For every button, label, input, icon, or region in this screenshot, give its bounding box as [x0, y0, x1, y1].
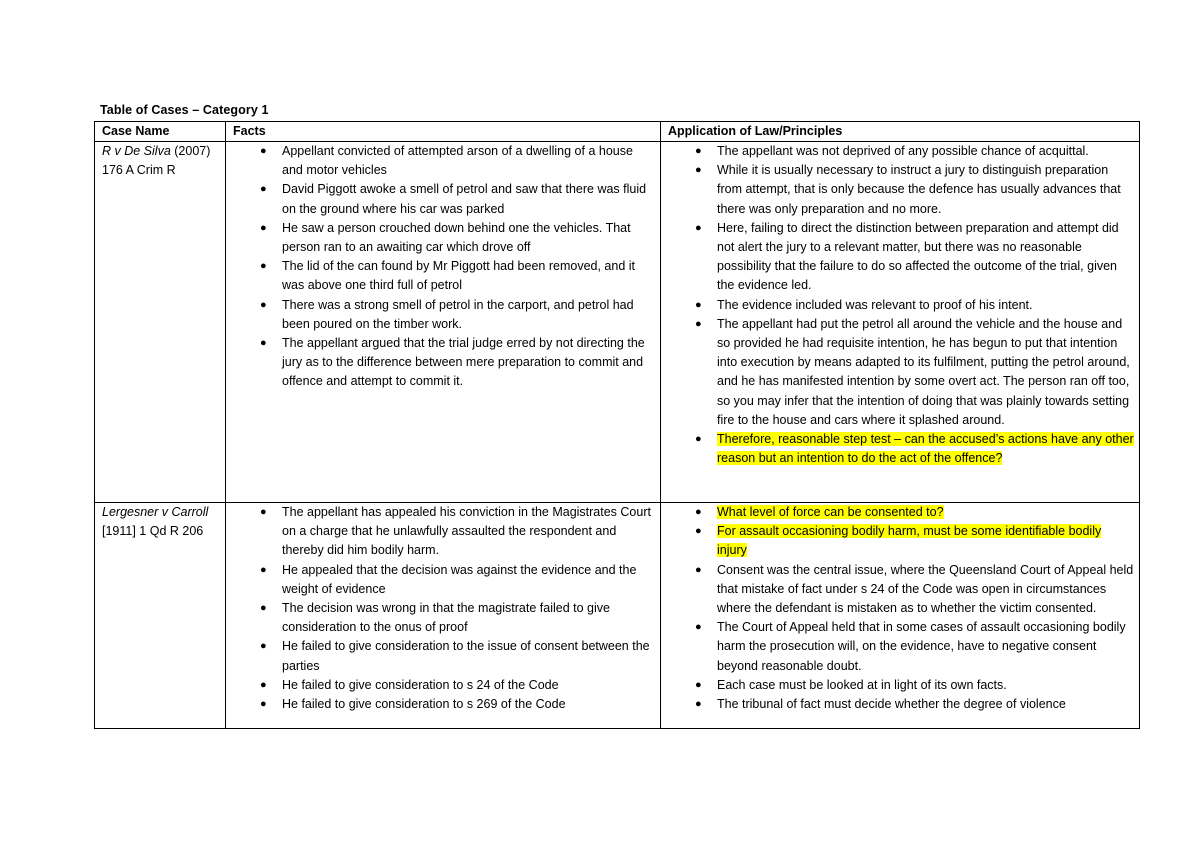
list-item-text: The evidence included was relevant to proof of his intent. — [717, 297, 1033, 312]
list-item-text: The appellant argued that the trial judge erred by not directing the jury as to the difference between mere preparation to commit and offence and attempt to commit it. — [282, 336, 645, 389]
application-list — [668, 142, 1134, 468]
table-header-row — [95, 122, 1140, 142]
bullet-icon: ● — [695, 698, 702, 711]
bullet-icon: ● — [260, 563, 267, 576]
list-item — [233, 334, 655, 392]
list-item — [668, 695, 1134, 714]
list-item-text: The appellant had put the petrol all around the vehicle and the house and so provided he had requisite intention, he has begun to put that intention into execution by means adapted to its fulfilment, putting the petrol around, and he has manifested intention by some overt act. The person ran off too, so you may infer that the intention of doing that was plainly towards setting fire to the house and cars where it splashed around. — [717, 316, 1130, 427]
bullet-icon: ● — [695, 164, 702, 177]
header-application: Application of Law/Principles — [661, 122, 1140, 142]
case-name: Lergesner v Carroll — [102, 505, 209, 519]
list-item-text: He appealed that the decision was against the evidence and the weight of evidence — [282, 562, 637, 596]
list-item-text: What level of force can be consented to? — [717, 505, 944, 519]
facts-list — [233, 503, 655, 714]
bullet-icon: ● — [695, 433, 702, 446]
list-item — [668, 618, 1134, 676]
bullet-icon: ● — [695, 525, 702, 538]
list-item-text: He failed to give consideration to s 269 of the Code — [282, 697, 566, 712]
bullet-icon: ● — [695, 298, 702, 311]
list-item-text: The decision was wrong in that the magistrate failed to give consideration to the onus of proof — [282, 601, 610, 635]
case-citation: [1911] 1 Qd R 206 — [102, 524, 204, 539]
bullet-icon: ● — [695, 145, 702, 157]
list-item — [668, 161, 1134, 219]
list-item — [233, 503, 655, 561]
table-row — [95, 142, 1140, 503]
list-item-text: Consent was the central issue, where the Queensland Court of Appeal held that mistake of fact under s 24 of the Code was open in circumstances where the defendant is mistaken as to whether the victim consented. — [717, 562, 1134, 616]
bullet-icon: ● — [260, 506, 267, 518]
facts-cell — [226, 503, 661, 729]
bullet-icon: ● — [260, 183, 267, 196]
list-item-text: While it is usually necessary to instruct a jury to distinguish preparation from attempt, that is only because the defence has usually advances that there was only preparation and no more. — [717, 163, 1121, 216]
list-item — [668, 219, 1134, 296]
table-row — [95, 503, 1140, 729]
list-item — [233, 142, 655, 180]
list-item — [668, 430, 1134, 468]
bullet-icon: ● — [695, 317, 702, 330]
bullet-icon: ● — [260, 698, 267, 711]
list-item — [668, 676, 1134, 695]
document-title: Table of Cases – Category 1 — [100, 103, 269, 117]
case-name-cell — [95, 503, 226, 729]
bullet-icon: ● — [260, 602, 267, 615]
list-item — [233, 296, 655, 334]
list-item — [233, 180, 655, 218]
bullet-icon: ● — [695, 678, 702, 691]
list-item — [233, 219, 655, 257]
bullet-icon: ● — [695, 621, 702, 634]
bullet-icon: ● — [695, 563, 702, 576]
application-cell — [661, 503, 1140, 729]
list-item — [233, 676, 655, 695]
list-item-text: The appellant has appealed his conviction in the Magistrates Court on a charge that he unlawfully assaulted the respondent and thereby did him bodily harm. — [282, 505, 651, 558]
bullet-icon: ● — [260, 337, 267, 350]
application-cell — [661, 142, 1140, 503]
list-item-text: He failed to give consideration to s 24 of the Code — [282, 677, 559, 692]
list-item — [668, 315, 1134, 430]
list-item-text: The appellant was not deprived of any possible chance of acquittal. — [717, 144, 1089, 158]
list-item-text: He saw a person crouched down behind one the vehicles. That person ran to an awaiting car which drove off — [282, 220, 631, 255]
list-item — [233, 637, 655, 675]
list-item-text: David Piggott awoke a smell of petrol and saw that there was fluid on the ground where his car was parked — [282, 182, 647, 216]
list-item-text: Here, failing to direct the distinction between preparation and attempt did not alert the jury to a relevant matter, but there was no reasonable possibility that the failure to do so affected the outcome of the trial, given the evidence led. — [717, 220, 1119, 293]
list-item — [668, 296, 1134, 315]
application-list — [668, 503, 1134, 714]
list-item-text: The tribunal of fact must decide whether the degree of violence — [717, 697, 1066, 712]
facts-list — [233, 142, 655, 392]
bullet-icon: ● — [260, 640, 267, 653]
case-name-cell — [95, 142, 226, 503]
bullet-icon: ● — [260, 260, 267, 273]
list-item-text: There was a strong smell of petrol in the carport, and petrol had been poured on the timber work. — [282, 297, 634, 331]
case-citation: (2007) 176 A Crim R — [102, 144, 211, 178]
list-item-text: Appellant convicted of attempted arson of a dwelling of a house and motor vehicles — [282, 144, 633, 178]
bullet-icon: ● — [260, 221, 267, 234]
list-item — [233, 257, 655, 295]
bullet-icon: ● — [695, 221, 702, 234]
list-item — [668, 561, 1134, 619]
list-item — [668, 142, 1134, 161]
list-item-text: The Court of Appeal held that in some cases of assault occasioning bodily harm the prosecution will, on the evidence, have to negative consent beyond reasonable doubt. — [717, 620, 1126, 673]
list-item-text: For assault occasioning bodily harm, must be some identifiable bodily injury — [717, 524, 1102, 558]
bullet-icon: ● — [260, 145, 267, 157]
list-item-text: Therefore, reasonable step test – can the accused’s actions have any other reason but an intention to do the act of the offence? — [717, 432, 1134, 466]
list-item-text: He failed to give consideration to the issue of consent between the parties — [282, 639, 650, 673]
list-item — [668, 503, 1134, 522]
list-item — [233, 599, 655, 637]
list-item — [233, 695, 655, 714]
cases-table — [94, 121, 1140, 729]
case-name: R v De Silva — [102, 144, 171, 158]
facts-cell — [226, 142, 661, 503]
list-item — [233, 561, 655, 599]
header-case-name: Case Name — [95, 122, 226, 142]
bullet-icon: ● — [260, 678, 267, 691]
list-item-text: The lid of the can found by Mr Piggott had been removed, and it was above one third full of petrol — [282, 259, 635, 293]
bullet-icon: ● — [695, 506, 702, 518]
list-item — [668, 522, 1134, 560]
header-facts: Facts — [226, 122, 661, 142]
list-item-text: Each case must be looked at in light of its own facts. — [717, 677, 1007, 692]
bullet-icon: ● — [260, 298, 267, 311]
